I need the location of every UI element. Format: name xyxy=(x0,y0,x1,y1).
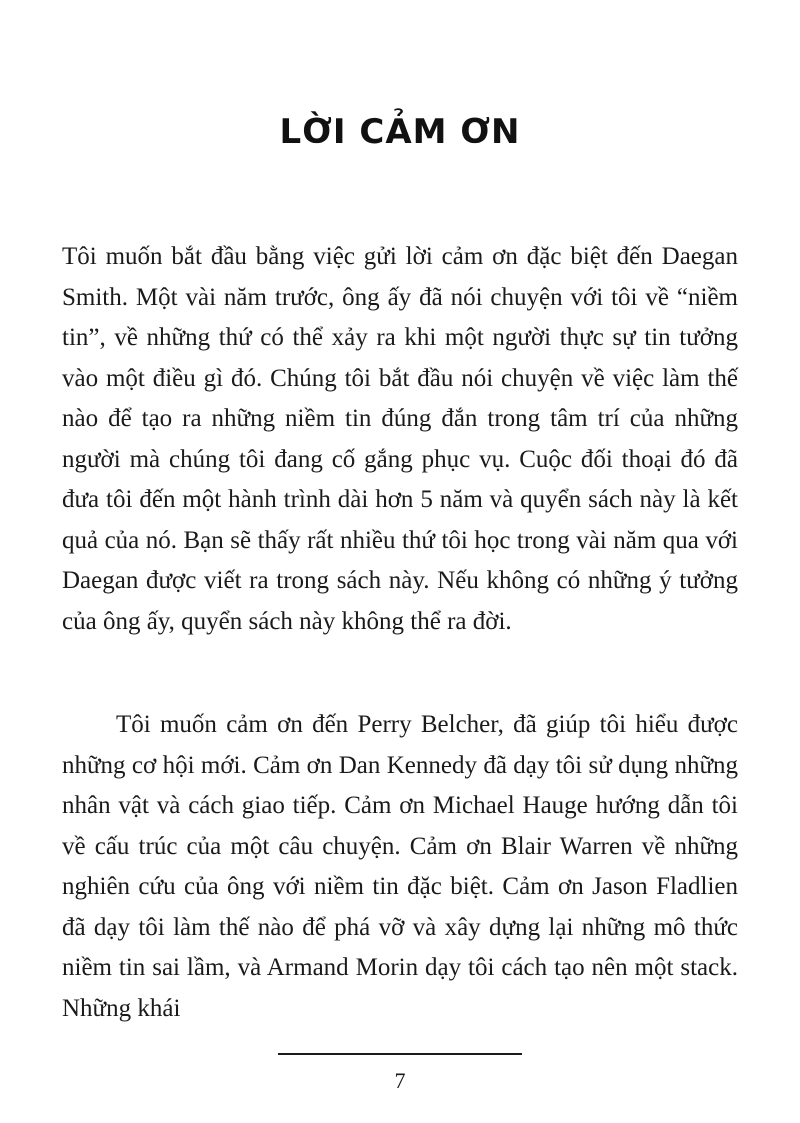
footer-divider xyxy=(278,1053,522,1055)
paragraph-2: Tôi muốn cảm ơn đến Perry Belcher, đã giúp tôi hiểu được những cơ hội mới. Cảm ơn Dan Kennedy đã dạy tôi sử dụng những nhân vật và cách giao tiếp. Cảm ơn Michael Hauge hướng dẫn tôi về cấu trúc của một câu chuyện. Cảm ơn Blair Warren về những nghiên cứu của ông với niềm tin đặc biệt. Cảm ơn Jason Fladlien đã dạy tôi làm thế nào để phá vỡ và xây dựng lại những mô thức niềm tin sai lầm, và Armand Morin dạy tôi cách tạo nên một stack. Những khái xyxy=(62,711,738,1022)
chapter-title: LỜI CẢM ƠN xyxy=(279,112,521,152)
paragraph-1: Tôi muốn bắt đầu bằng việc gửi lời cảm ơn đặc biệt đến Daegan Smith. Một vài năm trước, ông ấy đã nói chuyện với tôi về “niềm tin”, về những thứ có thể xảy ra khi một người thực sự tin tưởng vào một điều gì đó. Chúng tôi bắt đầu nói chuyện về việc làm thế nào để tạo ra những niềm tin đúng đắn trong tâm trí của những người mà chúng tôi đang cố gắng phục vụ. Cuộc đối thoại đó đã đưa tôi đến một hành trình dài hơn 5 năm và quyển sách này là kết quả của nó. Bạn sẽ thấy rất nhiều thứ tôi học trong vài năm qua với Daegan được viết ra trong sách này. Nếu không có những ý tưởng của ông ấy, quyển sách này không thể ra đời. xyxy=(62,243,738,635)
page-number: 7 xyxy=(394,1068,406,1093)
